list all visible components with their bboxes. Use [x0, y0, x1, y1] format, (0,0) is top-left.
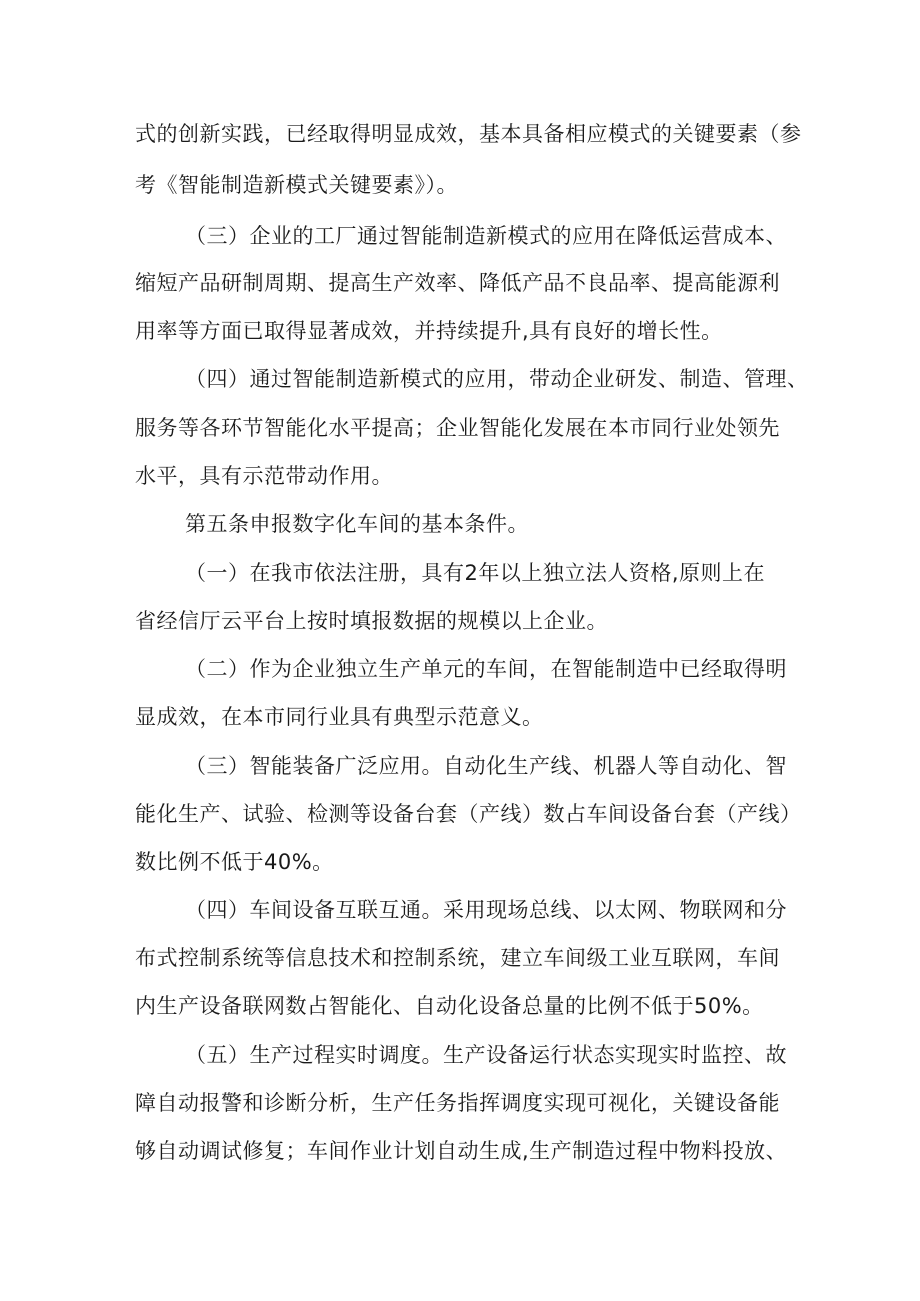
text-line: 障自动报警和诊断分析，生产任务指挥调度实现可视化，关键设备能: [135, 1091, 780, 1115]
text-line: 式的创新实践，已经取得明显成效，基本具备相应模式的关键要素（参: [135, 122, 802, 146]
text-line: （四）通过智能制造新模式的应用，带动企业研发、制造、管理、: [185, 367, 809, 391]
text-line: 数比例不低于40%。: [135, 850, 334, 874]
text-line: 第五条申报数字化车间的基本条件。: [185, 512, 529, 536]
text-line: 考《智能制造新模式关键要素》）。: [135, 173, 458, 197]
text-line: 能化生产、试验、检测等设备台套（产线）数占车间设备台套（产线）: [135, 802, 802, 826]
text-line: 省经信厅云平台上按时填报数据的规模以上企业。: [135, 609, 608, 633]
text-line: （五）生产过程实时调度。生产设备运行状态实现实时监控、故: [185, 1043, 787, 1067]
text-line: 缩短产品研制周期、提高生产效率、降低产品不良品率、提高能源利: [135, 271, 780, 295]
text-line: 显成效，在本市同行业具有典型示范意义。: [135, 705, 544, 729]
text-line: （三）智能装备广泛应用。自动化生产线、机器人等自动化、智: [185, 754, 787, 778]
text-line: （一）在我市依法注册，具有2年以上独立法人资格,原则上在: [185, 561, 766, 585]
text-line: 水平，具有示范带动作用。: [135, 464, 393, 488]
text-line: 布式控制系统等信息技术和控制系统，建立车间级工业互联网，车间: [135, 946, 780, 970]
text-line: （四）车间设备互联互通。采用现场总线、以太网、物联网和分: [185, 898, 787, 922]
text-line: 够自动调试修复；车间作业计划自动生成,生产制造过程中物料投放、: [135, 1139, 788, 1163]
text-line: 内生产设备联网数占智能化、自动化设备总量的比例不低于50%。: [135, 994, 764, 1018]
text-line: （二）作为企业独立生产单元的车间，在智能制造中已经取得明: [185, 657, 787, 681]
text-line: 服务等各环节智能化水平提高；企业智能化发展在本市同行业处领先: [135, 416, 780, 440]
text-line: （三）企业的工厂通过智能制造新模式的应用在降低运营成本、: [185, 224, 787, 248]
text-line: 用率等方面已取得显著成效，并持续提升,具有良好的增长性。: [135, 319, 723, 343]
